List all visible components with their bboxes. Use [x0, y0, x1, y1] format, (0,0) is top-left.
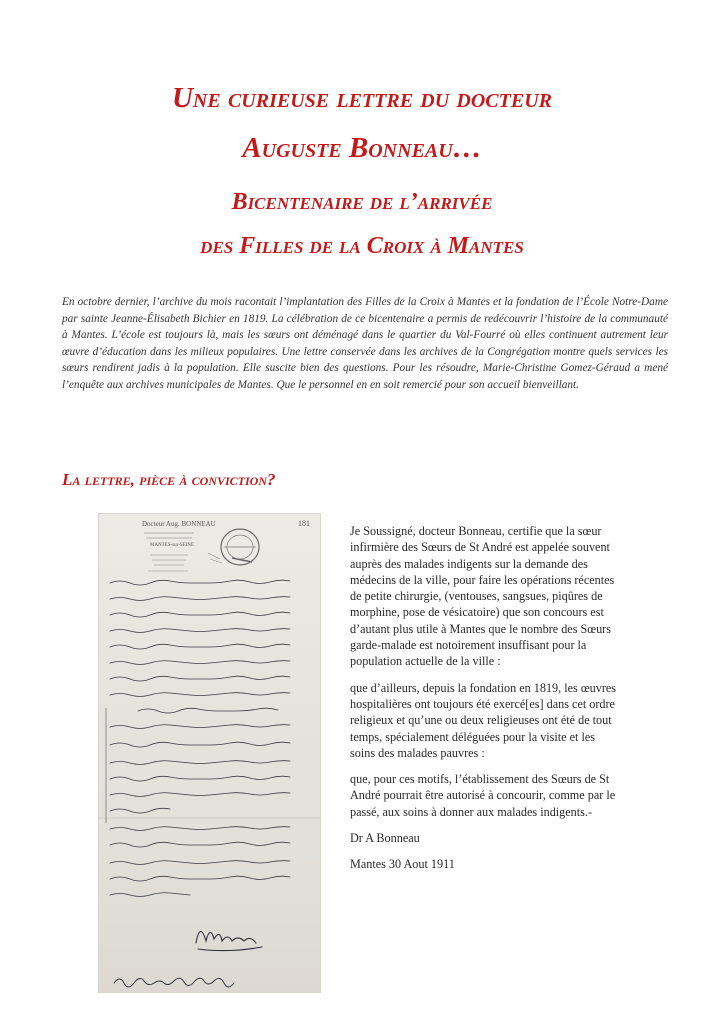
intro-paragraph: En octobre dernier, l’archive du mois racontait l’implantation des Filles de la Croix à Mantes et la fondation de l’École Notre-Dame par sainte Jeanne-Élisabeth Bichier en 1819. La célébration de ce bicentenaire a permis de redécouvrir l’histoire de la communauté à Mantes. L’école est toujours là, mais les sœurs ont déménagé dans le quartier du Val-Fourré où elles continuent autrement leur œuvre d’éducation dans les milieux populaires. Une lettre conservée dans les archives de la Congrégation montre quels services les sœurs rendirent jadis à la population. Elle suscite bien des questions. Pour les résoudre, Marie-Christine Gomez-Géraud a mené l’enquête aux archives municipales de Mantes. Que le personnel en en soit remercié pour son accueil bienveillant. — [62, 296, 668, 391]
letterhead-city: MANTES-sur-SEINE — [150, 543, 195, 548]
transcription-paragraph-1: Je Soussigné, docteur Bonneau, certifie que la sœur infirmière des Sœurs de St André est appelée souvent auprès des malades indigents sur la demande des médecins de la ville, pour faire les opérations récentes de petite chirurgie, (ventouses, sangsues, piqûres de morphine, pose de vésicatoire) que son concours est d’autant plus utile à Mantes que le nombre des Sœurs garde-malade est notoirement insuffisant pour la population actuelle de la ville : — [350, 524, 615, 669]
handwritten-letter-image — [98, 513, 321, 993]
section-heading: La lettre, pièce à conviction? — [62, 470, 276, 489]
transcription-paragraph-2: que d’ailleurs, depuis la fondation en 1819, les œuvres hospitalières ont toujours été exercé[es] dans cet ordre religieux et qu’une ou deux religieuses ont été de tout temps, spécialement déléguées pour la visite et les soins des malades pauvres : — [350, 680, 617, 760]
transcription-date: Mantes 30 Aout 1911 — [350, 857, 455, 872]
letter-transcription — [350, 523, 620, 883]
title-line-2: Auguste Bonneau… — [242, 132, 482, 164]
signature-mark — [196, 931, 262, 950]
postal-stamp — [208, 529, 259, 565]
transcription-signature: Dr A Bonneau — [350, 831, 420, 846]
handwriting — [110, 580, 290, 896]
letterhead-name: Docteur Aug. BONNEAU — [142, 520, 216, 528]
transcription-paragraph-3: que, pour ces motifs, l’établissement des Sœurs de St André pourrait être autorisé à concourir, comme par le passé, aux soins à donner aux malades indigents.- — [350, 772, 616, 819]
letter-photo — [98, 513, 321, 993]
title-line-1: Une curieuse lettre du docteur — [171, 82, 552, 114]
title-line-3: Bicentenaire de l’arrivée — [231, 189, 493, 215]
page-number: 181 — [298, 519, 310, 528]
title-line-4: des Filles de la Croix à Mantes — [200, 233, 524, 259]
handwritten-date — [114, 978, 234, 987]
